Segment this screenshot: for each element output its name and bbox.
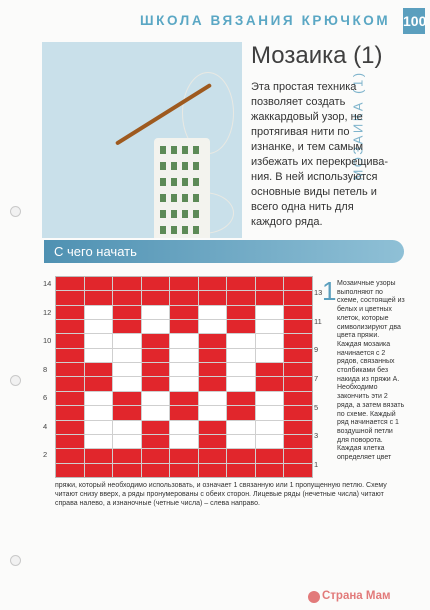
chart-cell	[227, 277, 255, 290]
binder-hole-icon	[10, 375, 21, 386]
chart-cell	[113, 392, 141, 405]
step-number: 1	[322, 276, 337, 306]
chart-cell	[284, 406, 312, 419]
side-vertical-label: МОЗАИКА (1)	[350, 70, 366, 181]
chart-cell	[227, 320, 255, 333]
row-number-right: 1	[314, 459, 319, 469]
mosaic-swatch	[154, 138, 210, 238]
chart-cell	[199, 435, 227, 448]
chart-cell	[56, 349, 84, 362]
chart-cell	[199, 392, 227, 405]
chart-cell	[227, 349, 255, 362]
row-number-left: 10	[43, 336, 52, 346]
row-number-left: 8	[43, 364, 48, 374]
row-number-left: 14	[43, 279, 52, 288]
chart-cell	[284, 277, 312, 290]
crochet-swatch-photo	[42, 42, 242, 238]
chart-cell	[227, 421, 255, 434]
chart-cell	[170, 320, 198, 333]
binder-hole-icon	[10, 555, 21, 566]
chart-cell	[142, 320, 170, 333]
chart-cell	[256, 291, 284, 304]
row-number-right: 7	[314, 374, 319, 383]
chart-cell	[85, 392, 113, 405]
chart-cell	[142, 291, 170, 304]
row-number-right: 13	[314, 288, 323, 298]
chart-cell	[170, 363, 198, 376]
chart-cell	[284, 320, 312, 333]
chart-cell	[284, 291, 312, 304]
chart-cell	[170, 334, 198, 347]
step-text: Мозаичные узоры выполняют по схеме, состоящей из белых и цветных клеток, которые символизируют два цвета пряжи. Каждая мозаика начинается с 2 рядов, связанных столбиками без накида из пряжи А. Необходимо закончить эти 2 ряда, а затем вязать по схеме. Каждый ряд начинается с 1 воздушной петли для поворота. Каждая клетка определяет цвет	[337, 280, 405, 462]
chart-cell	[199, 349, 227, 362]
chart-cell	[227, 291, 255, 304]
chart-cell	[284, 349, 312, 362]
chart-cell	[85, 334, 113, 347]
chart-cell	[113, 306, 141, 319]
chart-cell	[170, 464, 198, 477]
chart-cell	[85, 464, 113, 477]
chart-cell	[256, 377, 284, 390]
chart-cell	[284, 363, 312, 376]
chart-cell	[170, 392, 198, 405]
chart-cell	[170, 406, 198, 419]
chart-cell	[227, 334, 255, 347]
chart-cell	[56, 464, 84, 477]
chart-cell	[142, 406, 170, 419]
chart-cell	[56, 392, 84, 405]
intro-paragraph: Эта простая техника позволяет создать жаккардовый узор, не протягивая нити по изнанке, и тем самым избежать их перекрещива-ния. В ней используются основные виды петель и всего одна нить для каждого ряда.	[251, 81, 389, 228]
chart-cell	[85, 421, 113, 434]
chart-cell	[227, 377, 255, 390]
binder-hole-icon	[10, 206, 21, 217]
row-number-right: 11	[314, 316, 322, 326]
chart-cell	[170, 291, 198, 304]
row-number-right: 5	[314, 402, 319, 412]
chart-cell	[142, 464, 170, 477]
chart-cell	[227, 363, 255, 376]
chart-cell	[85, 449, 113, 462]
chart-cell	[113, 435, 141, 448]
chart-cell	[142, 435, 170, 448]
row-number-left: 4	[43, 421, 48, 431]
chart-cell	[284, 306, 312, 319]
chart-cell	[113, 363, 141, 376]
row-number-left: 6	[43, 393, 48, 403]
chart-cell	[170, 377, 198, 390]
row-number-right: 3	[314, 431, 319, 441]
chart-cell	[256, 363, 284, 376]
chart-cell	[199, 277, 227, 290]
chart-cell	[142, 392, 170, 405]
chart-cell	[284, 449, 312, 462]
row-number-left: 12	[43, 307, 52, 317]
chart-cell	[113, 421, 141, 434]
chart-cell	[170, 435, 198, 448]
chart-cell	[199, 291, 227, 304]
chart-cell	[284, 464, 312, 477]
chart-cell	[284, 392, 312, 405]
chart-cell	[284, 377, 312, 390]
chart-cell	[142, 334, 170, 347]
chart-cell	[113, 349, 141, 362]
chart-cell	[113, 291, 141, 304]
chart-cell	[142, 377, 170, 390]
chart-cell	[199, 449, 227, 462]
article-title: Мозаика (1)	[251, 42, 383, 69]
chart-cell	[227, 406, 255, 419]
chart-cell	[85, 306, 113, 319]
chart-cell	[85, 377, 113, 390]
chart-cell	[256, 406, 284, 419]
chart-cell	[113, 377, 141, 390]
chart-cell	[85, 406, 113, 419]
chart-cell	[199, 320, 227, 333]
chart-cell	[56, 406, 84, 419]
chart-cell	[113, 277, 141, 290]
row-number-left: 2	[43, 450, 48, 460]
series-title: ШКОЛА ВЯЗАНИЯ КРЮЧКОМ	[140, 13, 391, 28]
section-title: С чего начать	[54, 244, 137, 259]
chart-cell	[85, 291, 113, 304]
chart-cell	[85, 277, 113, 290]
chart-cell	[199, 464, 227, 477]
chart-cell	[56, 449, 84, 462]
chart-cell	[256, 334, 284, 347]
chart-cell	[227, 464, 255, 477]
chart-cell	[142, 349, 170, 362]
chart-cell	[256, 320, 284, 333]
chart-cell	[142, 449, 170, 462]
chart-cell	[142, 421, 170, 434]
chart-cell	[56, 435, 84, 448]
chart-cell	[284, 334, 312, 347]
chart-cell	[256, 421, 284, 434]
chart-cell	[170, 277, 198, 290]
chart-caption: пряжи, который необходимо использовать, и означает 1 связанную или 1 пропущенную петлю. Схему читают снизу вверх, а ряды пронумерованы с обеих сторон. Лицевые ряды (нечетные числа) читают справа налево, а изнаночные (четные числа) – слева направо.	[55, 482, 387, 507]
chart-cell	[170, 349, 198, 362]
chart-cell	[56, 320, 84, 333]
chart-cell	[85, 435, 113, 448]
chart-cell	[56, 421, 84, 434]
chart-cell	[227, 435, 255, 448]
chart-cell	[199, 334, 227, 347]
chart-cell	[170, 306, 198, 319]
chart-cell	[85, 320, 113, 333]
chart-cell	[284, 435, 312, 448]
mosaic-chart-grid	[55, 276, 313, 478]
chart-cell	[113, 334, 141, 347]
chart-cell	[142, 363, 170, 376]
chart-cell	[170, 449, 198, 462]
chart-cell	[256, 349, 284, 362]
chart-cell	[256, 449, 284, 462]
chart-cell	[256, 306, 284, 319]
chart-cell	[113, 406, 141, 419]
chart-cell	[256, 435, 284, 448]
page-number: 100	[403, 8, 425, 34]
chart-cell	[199, 363, 227, 376]
chart-cell	[56, 291, 84, 304]
chart-cell	[256, 392, 284, 405]
chart-cell	[113, 464, 141, 477]
chart-cell	[85, 349, 113, 362]
chart-cell	[199, 306, 227, 319]
chart-cell	[199, 406, 227, 419]
chart-cell	[199, 421, 227, 434]
chart-cell	[142, 306, 170, 319]
chart-cell	[199, 377, 227, 390]
chart-cell	[56, 377, 84, 390]
section-header	[44, 240, 404, 263]
chart-cell	[284, 421, 312, 434]
chart-cell	[56, 277, 84, 290]
row-number-right: 9	[314, 345, 319, 355]
watermark-text: Страна Мам	[322, 590, 391, 602]
chart-cell	[227, 306, 255, 319]
chart-cell	[227, 392, 255, 405]
watermark-logo-icon	[308, 591, 320, 603]
chart-cell	[256, 277, 284, 290]
chart-cell	[56, 334, 84, 347]
chart-cell	[113, 449, 141, 462]
chart-cell	[170, 421, 198, 434]
chart-cell	[56, 363, 84, 376]
chart-cell	[56, 306, 84, 319]
chart-cell	[85, 363, 113, 376]
chart-cell	[256, 464, 284, 477]
chart-cell	[142, 277, 170, 290]
chart-cell	[227, 449, 255, 462]
chart-cell	[113, 320, 141, 333]
